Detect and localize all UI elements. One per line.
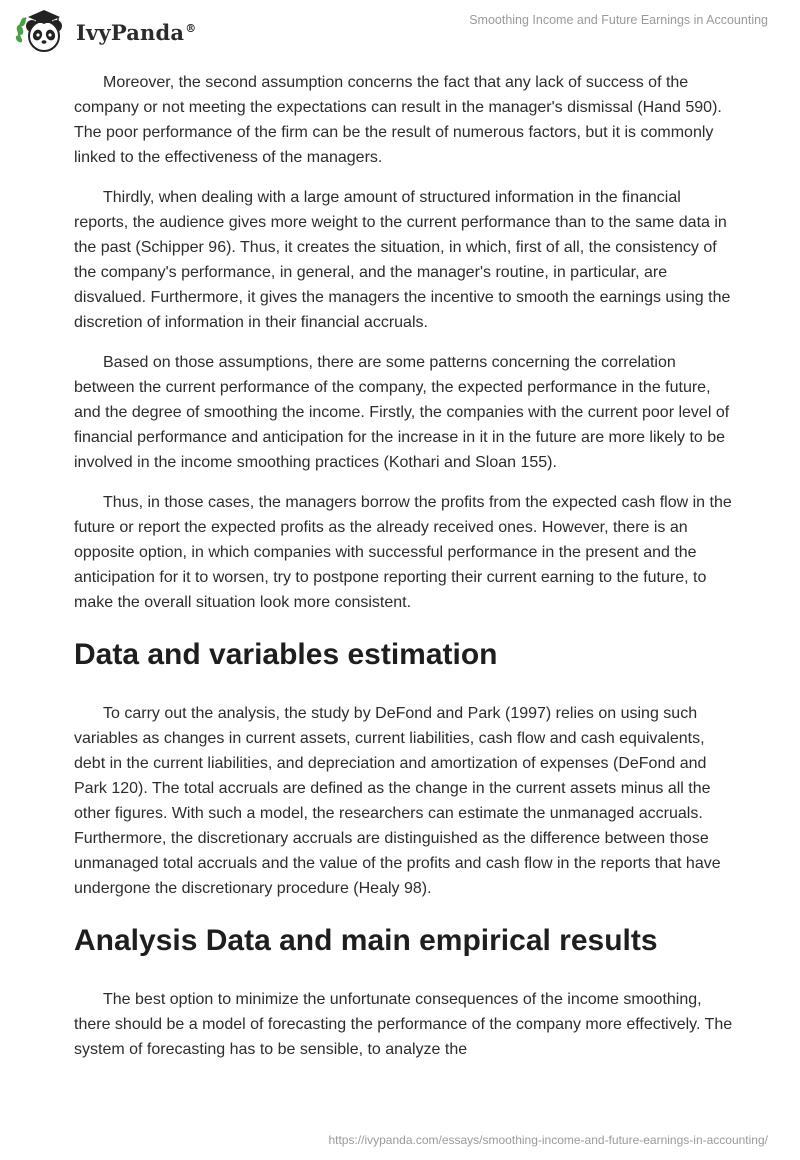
paragraph: Moreover, the second assumption concerns the fact that any lack of success of the company or not meeting the expectations can result in the manager's dismissal (Hand 590). The poor performance of the firm can be the result of numerous factors, but it is commonly linked to the effectiveness of the managers. [74, 74, 722, 166]
essay-content [74, 70, 734, 1077]
paragraph: Thus, in those cases, the managers borrow the profits from the expected cash flow in the future or report the expected profits as the already received ones. However, there is an opposite option, in which companies with successful performance in the present and the anticipation for it to worsen, try to postpone reporting their current earning to the future, to make the overall situation look more consistent. [74, 494, 732, 611]
document-title: Smoothing Income and Future Earnings in Accounting [469, 13, 768, 27]
section-heading-analysis-results: Analysis Data and main empirical results [74, 924, 658, 957]
page-header [0, 0, 800, 64]
section-heading-data-variables: Data and variables estimation [74, 638, 498, 671]
brand-name: IvyPanda® [76, 19, 197, 45]
paragraph: Based on those assumptions, there are some patterns concerning the correlation between the current performance of the company, the expected performance in the future, and the degree of smoothing the income. Firstly, the companies with the current poor level of financial performance and anticipation for the increase in it in the future are more likely to be involved in the income smoothing practices (Kothari and Sloan 155). [74, 354, 730, 471]
paragraph: Thirdly, when dealing with a large amount of structured information in the financial reports, the audience gives more weight to the current performance than to the same data in the past (Schipper 96). Thus, it creates the situation, in which, first of all, the consistency of the company's performance, in general, and the manager's routine, in particular, are disvalued. Furthermore, it gives the managers the incentive to smooth the earnings using the discretion of information in their financial accruals. [74, 189, 731, 331]
paragraph: To carry out the analysis, the study by DeFond and Park (1997) relies on using such variables as changes in current assets, current liabilities, cash flow and cash equivalents, debt in the current liabilities, and depreciation and amortization of expenses (DeFond and Park 120). The total accruals are defined as the change in the current assets minus all the other figures. With such a model, the researchers can estimate the unmanaged accruals. Furthermore, the discretionary accruals are distinguished as the difference between those unmanaged total accruals and the value of the profits and cash flow in the reports that have undergone the discretionary procedure (Healy 98). [74, 705, 721, 897]
ivypanda-logo[interactable] [14, 8, 196, 56]
panda-graduate-icon [14, 8, 70, 56]
paragraph: The best option to minimize the unfortunate consequences of the income smoothing, there should be a model of forecasting the performance of the company more effectively. The system of forecasting has to be sensible, to analyze the [74, 991, 733, 1058]
registered-mark: ® [185, 21, 197, 35]
source-url-link[interactable]: https://ivypanda.com/essays/smoothing-income-and-future-earnings-in-accounting/ [328, 1133, 768, 1147]
